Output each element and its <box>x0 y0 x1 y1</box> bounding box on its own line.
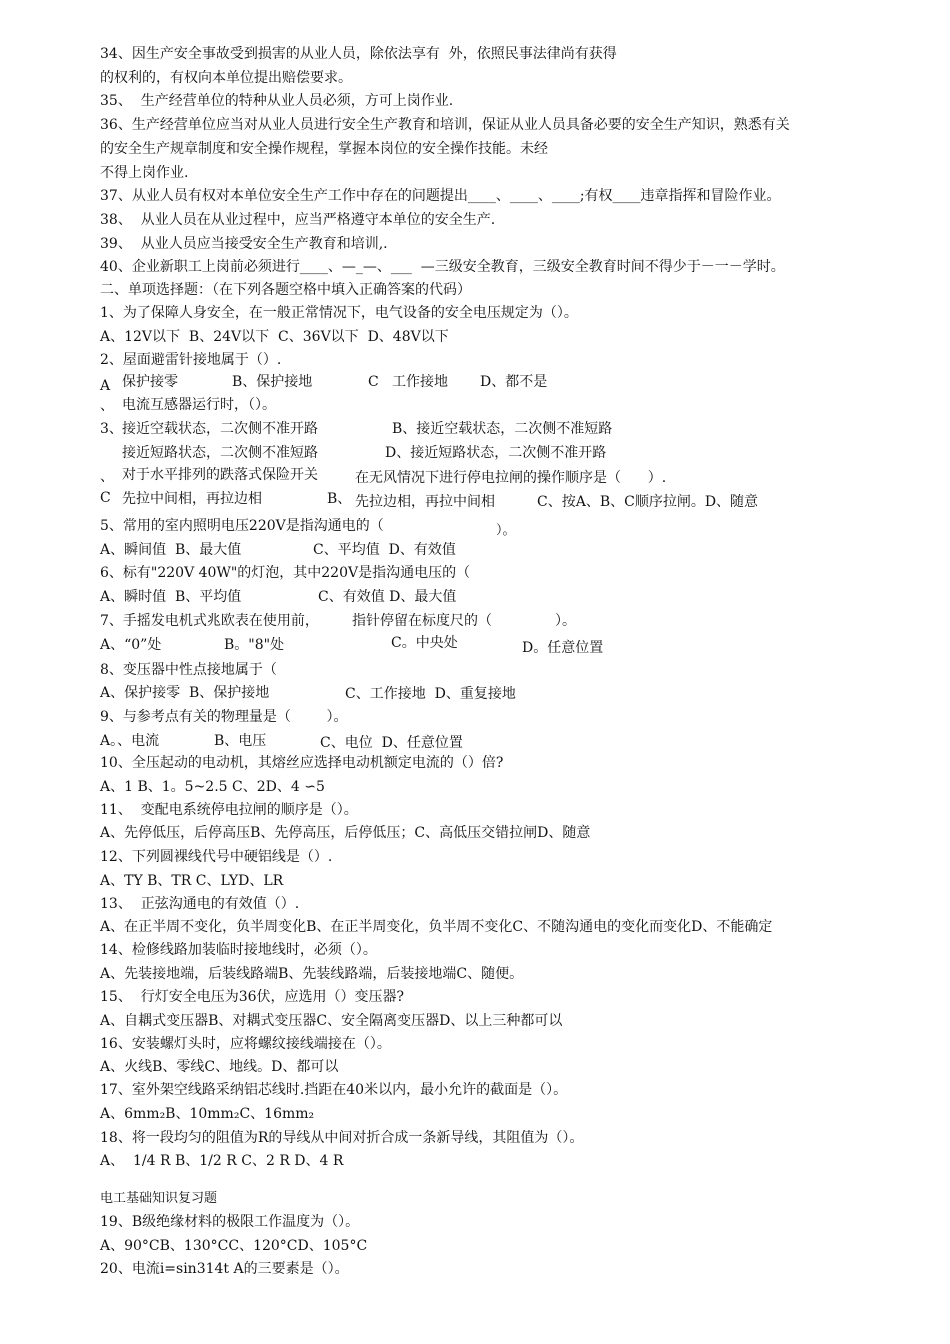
mc-q5-opt-ab: A、瞬间值 B、最大值 <box>100 542 242 558</box>
mc-q15-options: A、自耦式变压器B、对耦式变压器C、安全隔离变压器D、以上三种都可以 <box>100 1013 563 1029</box>
mc-q18: 18、将一段均匀的阻值为R的导线从中间对折合成一条新导线，其阻值为（）。 <box>100 1130 584 1146</box>
mc-q4-stem-b: 在无风情况下进行停电拉闸的操作顺序是（ ）. <box>355 470 667 486</box>
mc-q7-a: 7、手摇发电机式兆欧表在使用前， <box>100 613 319 629</box>
mc-q3-stem: 电流互感器运行时，（）。 <box>122 397 276 413</box>
mc-q4-opt-b: 先拉边相，再拉中间相 <box>355 494 495 510</box>
mc-q11-options: A、先停低压，后停高压B、先停高压，后停低压；C、高低压交错拉闸D、随意 <box>100 825 591 841</box>
mc-q10-options: A、1 B、1。5~2.5 C、2D、4 ∽5 <box>100 779 325 795</box>
mc-q12-options: A、TY B、TR C、LYD、LR <box>100 873 284 889</box>
mc-q7-opt-d: D。任意位置 <box>522 640 604 656</box>
q38: 38、 从业人员在从业过程中，应当严格遵守本单位的安全生产. <box>100 212 496 228</box>
mc-q2-opt-b: B、保护接地 <box>232 374 313 390</box>
mc-q3-opt-c: 接近短路状态，二次侧不准短路 <box>122 445 318 461</box>
mc-q14-options: A、先装接地端，后装线路端B、先装线路端，后装接地端C、随便。 <box>100 966 524 982</box>
mc-q7-opt-a: A、“0”处 <box>100 637 162 653</box>
q35: 35、 生产经营单位的特种从业人员必须，方可上岗作业. <box>100 93 454 109</box>
q40: 40、企业新职工上岗前必须进行____、—_—、___ —三级安全教育，三级安全教育时间不得少于－一－学时。 <box>100 259 785 275</box>
mc-q16-options: A、火线B、零线C、地线。D、都可以 <box>100 1059 339 1075</box>
mc-q4-opt-letter: C <box>100 490 111 506</box>
mc-q19: 19、B级绝缘材料的极限工作温度为（）。 <box>100 1214 360 1230</box>
footer-title: 电工基础知识复习题 <box>100 1191 218 1206</box>
mc-q2: 2、屋面避雷针接地属于（）. <box>100 352 282 368</box>
mc-q6-opt-cd: C、有效值 D、最大值 <box>318 589 457 605</box>
mc-q4-opt-cd: C、按A、B、C顺序拉闸。D、随意 <box>537 494 759 510</box>
mc-q14: 14、检修线路加装临时接地线时，必须（）。 <box>100 942 377 958</box>
mc-q7-b: 指针停留在标度尺的（ <box>352 613 492 629</box>
mc-q3-opt-b: B、接近空载状态，二次侧不准短路 <box>392 421 613 437</box>
q34-line1: 34、因生产安全事故受到损害的从业人员，除依法享有 外，依照民事法律尚有获得 <box>100 46 617 62</box>
mc-q9-opt-b: B、电压 <box>214 733 267 749</box>
mc-q6-opt-ab: A、瞬时值 B、平均值 <box>100 589 242 605</box>
q34-line2: 的权利的，有权向本单位提出赔偿要求。 <box>100 70 352 86</box>
mc-q3-opt-d: D、接近短路状态，二次侧不准开路 <box>385 445 607 461</box>
mc-q15: 15、 行灯安全电压为36伏，应选用（）变压器? <box>100 989 405 1005</box>
mc-q5: 5、常用的室内照明电压220V是指沟通电的（ <box>100 518 384 534</box>
mc-q10: 10、全压起动的电动机，其熔丝应选择电动机额定电流的（）倍? <box>100 755 504 771</box>
section-heading: 二、单项选择题：（在下列各题空格中填入正确答案的代码） <box>100 282 471 298</box>
mc-q6: 6、标有"220V 40W"的灯泡，其中220V是指沟通电压的（ <box>100 565 471 581</box>
mc-q3-number: 3、 <box>100 421 123 437</box>
mc-q1-options: A、12V以下 B、24V以下 C、36V以下 D、48V以下 <box>100 329 449 345</box>
mc-q13-options: A、在正半周不变化，负半周变化B、在正半周变化，负半周不变化C、不随沟通电的变化而变化D、不能确定 <box>100 919 773 935</box>
mc-q20: 20、电流i=sin314t A的三要素是（）。 <box>100 1261 349 1277</box>
mc-q17-options: A、6mm₂B、10mm₂C、16mm₂ <box>100 1106 315 1122</box>
mc-q4-opt-b-letter: B、 <box>327 491 352 507</box>
q39: 39、 从业人员应当接受安全生产教育和培训,. <box>100 236 388 252</box>
q37: 37、从业人员有权对本单位安全生产工作中存在的问题提出____、____、____;有权____违章指挥和冒险作业。 <box>100 188 781 204</box>
mc-q7-opt-c: C。中央处 <box>391 635 458 651</box>
mc-q3-opt-a: 接近空载状态，二次侧不准开路 <box>122 421 318 437</box>
mc-q7-end: ）。 <box>555 613 576 629</box>
mc-q9-opt-cd: C、电位 D、任意位置 <box>320 735 463 751</box>
mc-q11: 11、 变配电系统停电拉闸的顺序是（）。 <box>100 802 358 818</box>
mc-q13: 13、 正弦沟通电的有效值（）. <box>100 896 300 912</box>
mc-q19-options: A、90°CB、130°CC、120°CD、105°C <box>100 1238 368 1254</box>
mc-q5-opt-cd: C、平均值 D、有效值 <box>313 542 456 558</box>
mc-q16: 16、安装螺灯头时，应将螺纹接线端接在（）。 <box>100 1036 391 1052</box>
mc-q1: 1、为了保障人身安全，在一般正常情况下，电气设备的安全电压规定为（）。 <box>100 305 578 321</box>
mc-q2-opt-d: D、都不是 <box>480 374 548 390</box>
mc-q12: 12、下列圆裸线代号中硬铝线是（）. <box>100 849 333 865</box>
mc-q17: 17、室外架空线路采纳铝芯线时.挡距在40米以内，最小允许的截面是（）。 <box>100 1082 568 1098</box>
mc-q2-opt-a-letter: A <box>100 378 111 394</box>
mc-q8: 8、变压器中性点接地属于（ <box>100 662 277 678</box>
mc-q7-opt-b: B。"8"处 <box>224 637 285 653</box>
mc-q8-opt-cd: C、工作接地 D、重复接地 <box>345 686 516 702</box>
mc-q3-mark: 、 <box>100 398 114 414</box>
mc-q9-opt-a: A。、电流 <box>100 733 160 749</box>
mc-q9: 9、与参考点有关的物理量是（ ）。 <box>100 709 348 725</box>
mc-q8-opt-ab: A、保护接零 B、保护接地 <box>100 685 270 701</box>
q36-line3: 不得上岗作业. <box>100 165 189 181</box>
mc-q5-end: ）。 <box>496 523 516 538</box>
mc-q18-options: A、 1/4 R B、1/2 R C、2 R D、4 R <box>100 1153 344 1169</box>
mc-q4-mark: 、 <box>100 469 114 485</box>
mc-q2-opt-c: C 工作接地 <box>368 374 449 390</box>
mc-q2-opt-a: 保护接零 <box>122 374 178 390</box>
q36-line1: 36、生产经营单位应当对从业人员进行安全生产教育和培训，保证从业人员具备必要的安全生产知识，熟悉有关 <box>100 117 790 133</box>
mc-q4-stem-a: 对于水平排列的跌落式保险开关 <box>122 467 318 483</box>
q36-line2: 的安全生产规章制度和安全操作规程，掌握本岗位的安全操作技能。未经 <box>100 141 548 157</box>
mc-q4-opt-a: 先拉中间相，再拉边相 <box>122 491 262 507</box>
